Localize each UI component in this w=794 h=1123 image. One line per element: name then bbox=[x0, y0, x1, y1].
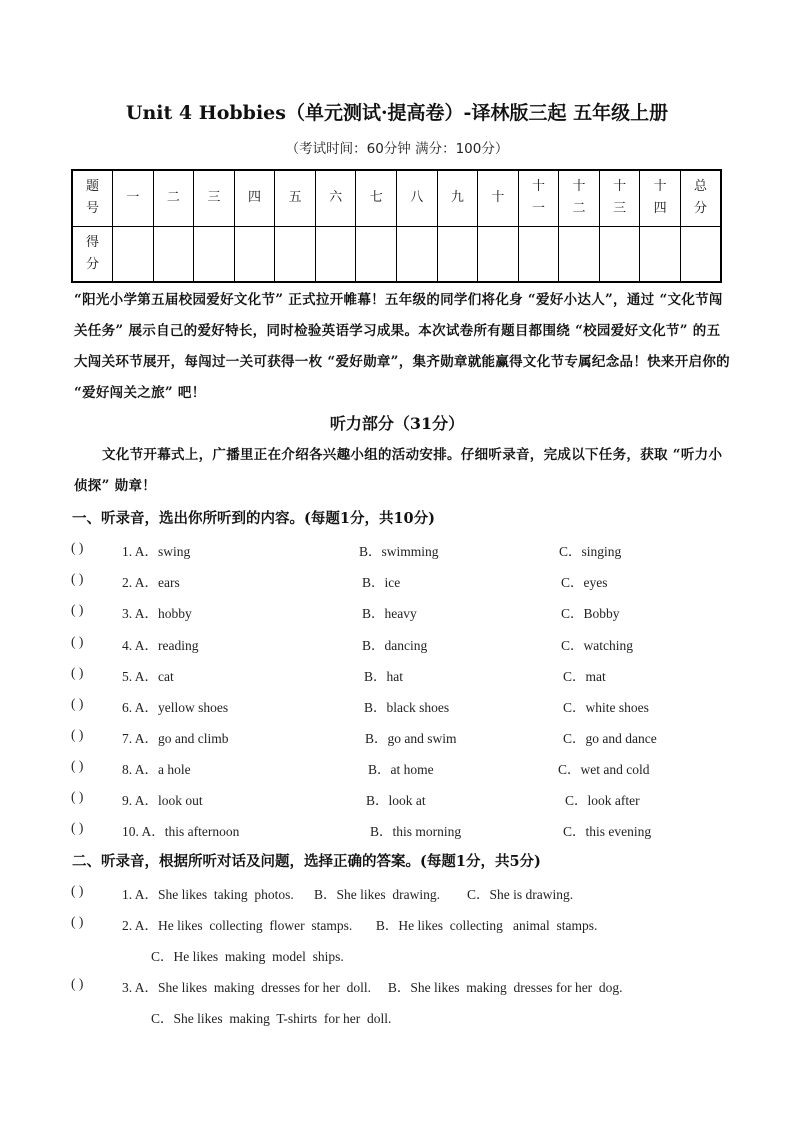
answer-paren[interactable]: ( ) bbox=[71, 976, 84, 991]
question-option-b: B．black shoes bbox=[364, 700, 450, 715]
exam-info: （考试时间：60分钟 满分：100分） bbox=[285, 141, 509, 157]
score-cell-label: 得分 bbox=[72, 226, 113, 282]
answer-paren[interactable]: ( ) bbox=[71, 883, 84, 898]
question-option-b: B．dancing bbox=[362, 638, 428, 653]
question-options: 1. A．She likes taking photos. B．She likes drawing. C．She is drawing. bbox=[122, 887, 574, 902]
question-option-b: B．hat bbox=[364, 669, 403, 684]
question-option-a: 10. A．this afternoon bbox=[122, 824, 240, 839]
score-blank-cell[interactable] bbox=[113, 226, 154, 282]
score-blank-cell[interactable] bbox=[599, 226, 640, 282]
part2-heading: 二、听录音，根据所听对话及问题，选择正确的答案。(每题1分，共5分) bbox=[72, 853, 541, 870]
question-option-b: B．this morning bbox=[370, 824, 462, 839]
score-table bbox=[71, 169, 722, 283]
score-cell-header: 四 bbox=[234, 170, 275, 226]
score-cell-header: 十 bbox=[478, 170, 519, 226]
score-table-score-row bbox=[72, 226, 721, 282]
question-option-a: 5. A．cat bbox=[122, 669, 174, 684]
score-blank-cell[interactable] bbox=[437, 226, 478, 282]
score-cell-total: 总分 bbox=[680, 170, 721, 226]
question-option-a: 8. A．a hole bbox=[122, 762, 191, 777]
score-blank-cell[interactable] bbox=[518, 226, 559, 282]
score-cell-header: 八 bbox=[397, 170, 438, 226]
question-option-a: 1. A．swing bbox=[122, 544, 191, 559]
question-option-a: 3. A．hobby bbox=[122, 606, 192, 621]
score-blank-cell[interactable] bbox=[680, 226, 721, 282]
question-option-c: C．go and dance bbox=[563, 731, 657, 746]
answer-paren[interactable]: ( ) bbox=[71, 634, 84, 649]
score-cell-header: 五 bbox=[275, 170, 316, 226]
question-option-b: B．look at bbox=[366, 793, 426, 808]
score-cell-header: 十一 bbox=[518, 170, 559, 226]
answer-paren[interactable]: ( ) bbox=[71, 727, 84, 742]
answer-paren[interactable]: ( ) bbox=[71, 540, 84, 555]
score-cell-header: 一 bbox=[113, 170, 154, 226]
score-cell-header: 九 bbox=[437, 170, 478, 226]
score-blank-cell[interactable] bbox=[478, 226, 519, 282]
question-option-c: C．look after bbox=[565, 793, 640, 808]
question-options: 3. A．She likes making dresses for her doll. B．She likes making dresses for her dog. bbox=[122, 980, 623, 995]
question-option-b: B．swimming bbox=[359, 544, 439, 559]
question-options: 2. A．He likes collecting flower stamps. B．He likes collecting animal stamps. bbox=[122, 918, 598, 933]
score-table-header-row bbox=[72, 170, 721, 226]
listening-section-title: 听力部分（31分） bbox=[329, 414, 465, 433]
score-cell-header: 十四 bbox=[640, 170, 681, 226]
question-option-c: C．She likes making T-shirts for her doll. bbox=[151, 1011, 392, 1026]
score-blank-cell[interactable] bbox=[194, 226, 235, 282]
question-option-c: C．singing bbox=[559, 544, 622, 559]
answer-paren[interactable]: ( ) bbox=[71, 602, 84, 617]
score-cell-header: 二 bbox=[153, 170, 194, 226]
part1-heading: 一、听录音，选出你所听到的内容。(每题1分，共10分) bbox=[72, 510, 435, 527]
answer-paren[interactable]: ( ) bbox=[71, 914, 84, 929]
question-option-a: 7. A．go and climb bbox=[122, 731, 229, 746]
score-cell-header: 六 bbox=[315, 170, 356, 226]
question-option-a: 2. A．ears bbox=[122, 575, 180, 590]
question-option-c: C．white shoes bbox=[563, 700, 649, 715]
score-blank-cell[interactable] bbox=[559, 226, 600, 282]
answer-paren[interactable]: ( ) bbox=[71, 665, 84, 680]
score-blank-cell[interactable] bbox=[356, 226, 397, 282]
score-cell-label: 题号 bbox=[72, 170, 113, 226]
question-option-b: B．heavy bbox=[362, 606, 417, 621]
question-option-b: B．at home bbox=[368, 762, 434, 777]
answer-paren[interactable]: ( ) bbox=[71, 571, 84, 586]
score-cell-header: 十二 bbox=[559, 170, 600, 226]
question-option-c: C．mat bbox=[563, 669, 606, 684]
page-title: Unit 4 Hobbies（单元测试·提高卷）-译林版三起 五年级上册 bbox=[125, 102, 669, 124]
question-option-c: C．watching bbox=[561, 638, 633, 653]
question-option-b: B．go and swim bbox=[365, 731, 457, 746]
score-blank-cell[interactable] bbox=[640, 226, 681, 282]
question-option-a: 9. A．look out bbox=[122, 793, 203, 808]
question-option-c: C．this evening bbox=[563, 824, 652, 839]
score-blank-cell[interactable] bbox=[153, 226, 194, 282]
score-blank-cell[interactable] bbox=[397, 226, 438, 282]
listening-task-paragraph: 文化节开幕式上，广播里正在介绍各兴趣小组的活动安排。仔细听录音，完成以下任务，获取 “听力小侦探” 勋章！ bbox=[74, 447, 723, 494]
score-cell-header: 七 bbox=[356, 170, 397, 226]
answer-paren[interactable]: ( ) bbox=[71, 820, 84, 835]
question-option-c: C．Bobby bbox=[561, 606, 620, 621]
score-cell-header: 十三 bbox=[599, 170, 640, 226]
question-option-c: C．He likes making model ships. bbox=[151, 949, 344, 964]
answer-paren[interactable]: ( ) bbox=[71, 758, 84, 773]
score-cell-header: 三 bbox=[194, 170, 235, 226]
question-option-b: B．ice bbox=[362, 575, 401, 590]
score-blank-cell[interactable] bbox=[315, 226, 356, 282]
question-option-a: 6. A．yellow shoes bbox=[122, 700, 229, 715]
question-option-c: C．wet and cold bbox=[558, 762, 650, 777]
score-blank-cell[interactable] bbox=[234, 226, 275, 282]
question-option-c: C．eyes bbox=[561, 575, 608, 590]
answer-paren[interactable]: ( ) bbox=[71, 696, 84, 711]
answer-paren[interactable]: ( ) bbox=[71, 789, 84, 804]
score-blank-cell[interactable] bbox=[275, 226, 316, 282]
question-option-a: 4. A．reading bbox=[122, 638, 199, 653]
intro-paragraph: “阳光小学第五届校园爱好文化节” 正式拉开帷幕！五年级的同学们将化身 “爱好小达人”，通过 “文化节闯关任务” 展示自己的爱好特长，同时检验英语学习成果。本次试卷所有题目都围绕 “校园爱好文化节” 的五大闯关环节展开，每闯过一关可获得一枚 “爱好勋章”，集齐勋章就能赢得文化节专属纪念品！快来开启你的 “爱好闯关之旅” 吧！ bbox=[74, 292, 730, 401]
